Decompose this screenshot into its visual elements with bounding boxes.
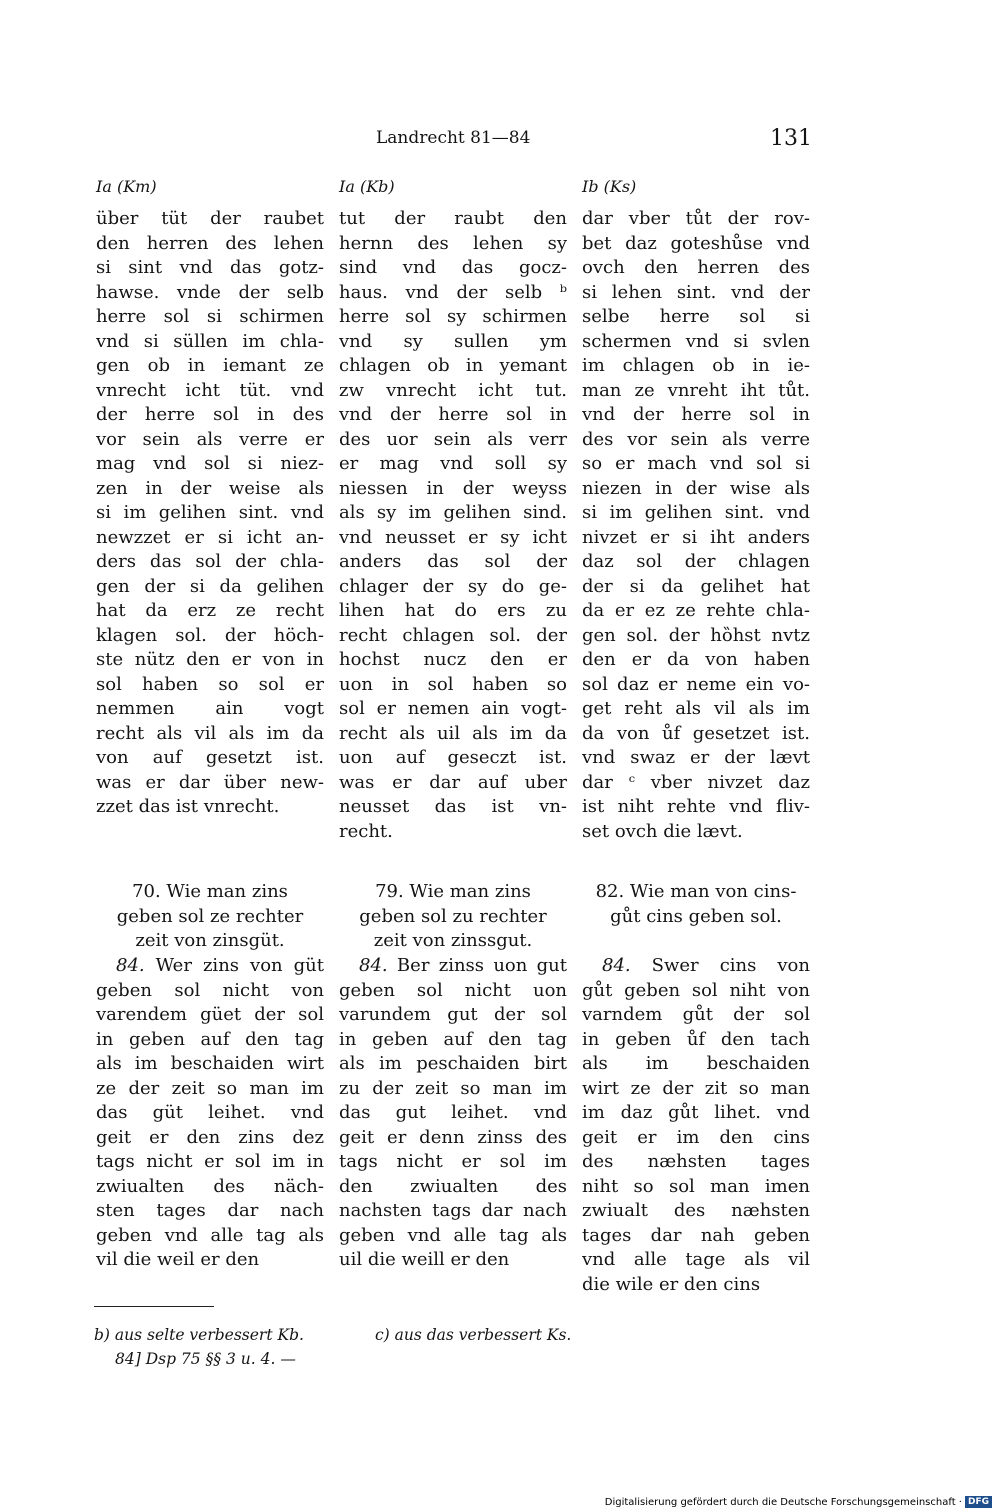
siglum-km: Ia (Km) [96,177,157,196]
siglum-kb: Ia (Kb) [339,177,395,196]
text-line: recht als vil als im da [96,722,324,744]
text-line: uon in sol haben so [339,673,567,695]
text-line: gen ob in iemant ze [96,355,324,376]
section-number: 84. [116,955,145,976]
text-line: als im beschaiden [582,1053,810,1074]
text-line [96,954,324,979]
text-line: geben sol nicht von [96,979,324,1001]
text-line: geben vnd alle tag als [339,1224,567,1246]
text-line: uil die weill er den [339,1249,510,1270]
text-line: gen der si da gelihen [96,575,324,597]
text-line: set ovch die lævt. [582,820,743,842]
column-ks-text [582,207,810,844]
siglum-ks: Ib (Ks) [582,177,637,196]
text-line: nachsten tags dar nach [339,1200,567,1221]
text-line: 70. Wie man zins [132,881,288,902]
text-line: geben vnd alle tag als [96,1224,324,1246]
text-line: zu der zeit so man im [339,1077,567,1099]
text-line: neusset das ist vn- [339,796,567,817]
text-line: sten tages dar nach [96,1200,324,1221]
text-line: si im gelihen sint. vnd [96,502,324,523]
text-line: das güt leihet. vnd [96,1102,324,1123]
text-line: niht so sol man imen [582,1175,810,1197]
text-line: dar vber tůt der rov- [582,208,810,229]
text-line: klagen sol. der höch- [96,624,324,646]
section-number: 84. [359,955,388,976]
text-line [339,954,567,979]
heading-kb [339,880,567,954]
text-line: im chlagen ob in ie- [582,355,810,376]
section-84-ks [582,954,810,1297]
section-84-km [96,954,324,1273]
text-line: hawse. vnde der selb [96,281,324,303]
text-line: vnd alle tage als vil [582,1249,810,1270]
text-line: des uor sein als verr [339,428,567,450]
section-number: 84. [602,955,631,976]
text-line: der herre sol in des [96,404,324,425]
footnote-b: b) aus selte verbessert Kb. [94,1326,304,1344]
text-line: zeit von zinssgut. [373,930,533,951]
dfg-logo: DFG [965,1496,992,1508]
text-line: tags nicht er sol im in [96,1151,324,1172]
page-number: 131 [770,126,812,151]
section-84-kb [339,954,567,1273]
text-line: sol daz er neme ein vo- [582,673,810,695]
text-line: gůt cins geben sol. [610,905,782,927]
text-line: als sy im gelihen sind. [339,502,567,523]
text-line: da er ez ze rehte chla- [582,600,810,621]
text-line: des vor sein als verre [582,428,810,450]
footnote-rule [94,1306,214,1307]
text-line: recht chlagen sol. der [339,624,567,646]
text-line: von auf gesetzt ist. [96,747,324,768]
text-line: was er dar über new- [96,771,324,793]
column-kb-text [339,207,567,844]
text-line: si lehen sint. vnd der [582,281,810,303]
text-line: geit er denn zinss des [339,1126,567,1148]
text-line: ovch den herren des [582,257,810,278]
text-line: si sint vnd das gotz- [96,257,324,278]
text-line: vor sein als verre er [96,428,324,450]
text-line: zwiualt des næhsten [582,1200,810,1221]
text-line: mag vnd sol si niez- [96,453,324,474]
text-line: schermen vnd si svlen [582,330,810,352]
text-line: man ze vnreht iht tůt. [582,379,810,401]
text-line: ist niht rehte vnd fliv- [582,796,810,817]
credit-text: Digitalisierung gefördert durch die Deutsche Forschungsgemeinschaft · [604,1496,962,1508]
text-line: als im beschaiden wirt [96,1053,324,1074]
text-line: ders das sol der chla- [96,551,324,572]
text-line: herre sol si schirmen [96,306,324,327]
text-line: niezen in der wise als [582,477,810,499]
text-line: vnd der herre sol in [339,404,567,425]
text-line: gen sol. der hȍhst nvtz [582,624,810,646]
text-line: vnd neusset er sy icht [339,526,567,548]
text-line: get reht als vil als im [582,698,810,719]
text-line: da von ůf gesetzet ist. [582,722,810,744]
text-line: varundem gut der sol [339,1004,567,1025]
text-line: 82. Wie man von cins- [595,881,797,902]
heading-km [96,880,324,954]
text-line: hat da erz ze recht [96,600,324,621]
text-line: in geben auf den tag [339,1028,567,1050]
text-line: hernn des lehen sy [339,232,567,254]
heading-ks [582,880,810,929]
text-line: zw vnrecht icht tut. [339,379,567,401]
text-line: recht. [339,820,393,842]
text-line: vnd swaz er der lævt [582,747,810,768]
text-line: zen in der weise als [96,477,324,499]
text-line: 79. Wie man zins [375,881,531,902]
section-text: Wer zins von güt [144,955,324,976]
text-line: er mag vnd soll sy [339,453,567,474]
text-line: das gut leihet. vnd [339,1102,567,1123]
text-line: sind vnd das gocz- [339,257,567,278]
text-line: ste nütz den er von in [96,649,324,670]
text-line: des næhsten tages [582,1151,810,1172]
text-line: sol er nemen ain vogt- [339,698,567,719]
text-line: den er da von haben [582,649,810,670]
text-line: sol haben so sol er [96,673,324,695]
text-line [582,954,810,979]
text-line: zwiualten des näch- [96,1175,324,1197]
text-line: varendem güet der sol [96,1004,324,1025]
column-km-text [96,207,324,820]
text-line: nemmen ain vogt [96,698,324,719]
text-line: si im gelihen sint. vnd [582,502,810,523]
text-line: dar ᶜ vber nivzet daz [582,771,810,793]
text-line: vil die weil er den [96,1249,260,1270]
text-line: zeit von zinsgüt. [135,930,285,951]
text-line: haus. vnd der selb ᵇ [339,281,567,303]
text-line: der si da gelihet hat [582,575,810,597]
text-line: tut der raubt den [339,208,567,229]
text-line: daz sol der chlagen [582,551,810,572]
text-line: zzet das ist vnrecht. [96,796,280,817]
text-line: vnd si süllen im chla- [96,330,324,352]
text-line: nivzet er si iht anders [582,526,810,548]
text-line: recht als uil als im da [339,722,567,744]
text-line: lihen hat do ers zu [339,600,567,621]
text-line: geben sol nicht uon [339,979,567,1001]
text-line: herre sol sy schirmen [339,306,567,327]
text-line: geit er im den cins [582,1126,810,1148]
section-text: Swer cins von [630,955,810,976]
text-line: newzzet er si icht an- [96,526,324,548]
footnote-c: c) aus das verbessert Ks. [375,1326,572,1344]
text-line: tags nicht er sol im [339,1151,567,1172]
text-line: was er dar auf uber [339,771,567,793]
text-line: geit er den zins dez [96,1126,324,1148]
text-line: varndem gůt der sol [582,1004,810,1025]
text-line: bet daz goteshůse vnd [582,232,810,254]
text-line: geben sol zu rechter [359,905,547,927]
text-line: den herren des lehen [96,232,324,254]
text-line: gůt geben sol niht von [582,979,810,1001]
text-line: vnd der herre sol in [582,404,810,425]
text-line: niessen in der weyss [339,477,567,499]
text-line: vnd sy sullen ym [339,330,567,352]
footnote-reference: 84] Dsp 75 §§ 3 u. 4. — [115,1350,296,1368]
text-line: in geben auf den tag [96,1028,324,1050]
text-line: im daz gůt lihet. vnd [582,1102,810,1123]
section-text: Ber zinss uon gut [387,955,567,976]
text-line: hochst nucz den er [339,649,567,670]
text-line: geben sol ze rechter [116,905,304,927]
text-line: ze der zeit so man im [96,1077,324,1099]
running-header: Landrecht 81—84 [376,128,531,148]
text-line: tages dar nah geben [582,1224,810,1246]
text-line: uon auf geseczt ist. [339,747,567,768]
text-line: in geben ůf den tach [582,1028,810,1050]
text-line: so er mach vnd sol si [582,453,810,474]
text-line: chlager der sy do ge- [339,575,567,597]
text-line: die wile er den cins [582,1273,761,1295]
digitization-credit [605,1496,992,1508]
text-line: anders das sol der [339,551,567,572]
text-line: wirt ze der zit so man [582,1077,810,1099]
text-line: über tüt der raubet [96,208,324,229]
text-line: als im peschaiden birt [339,1053,567,1074]
text-line: den zwiualten des [339,1175,567,1197]
text-line: chlagen ob in yemant [339,355,567,376]
text-line: selbe herre sol si [582,306,810,327]
text-line: vnrecht icht tüt. vnd [96,379,324,401]
